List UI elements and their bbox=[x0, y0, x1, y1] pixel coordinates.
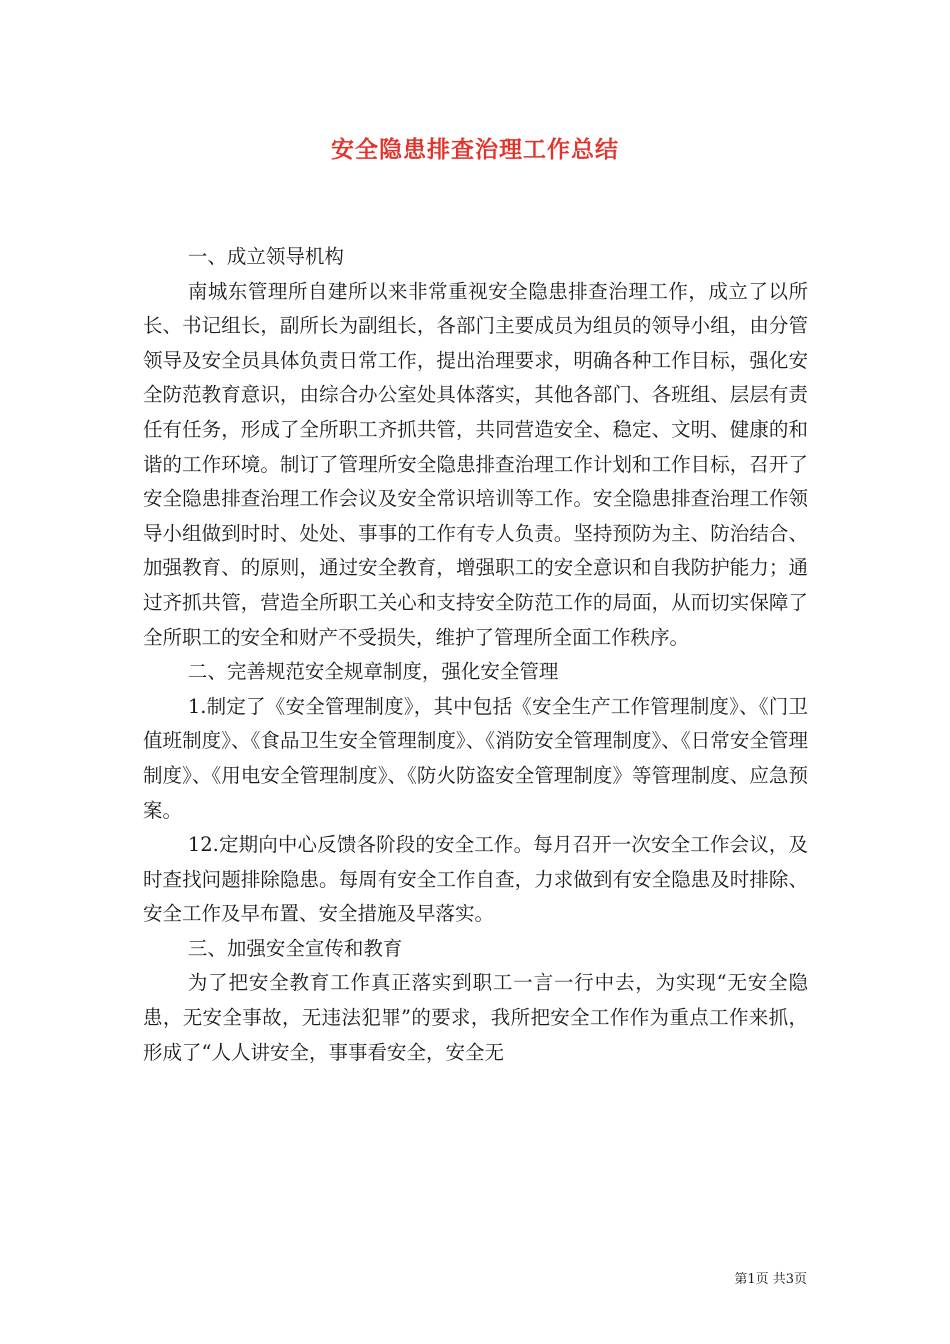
paragraph: 1.制定了《安全管理制度》，其中包括《安全生产工作管理制度》、《门卫值班制度》、《食品卫生安全管理制度》、《消防安全管理制度》、《日常安全管理制度》、《用电安全管理制度》、《防火防盗安全管理制度》等管理制度、应急预案。 bbox=[143, 694, 808, 822]
document-body bbox=[143, 240, 808, 1070]
paragraph: 为了把安全教育工作真正落实到职工一言一行中去，为实现“无安全隐患，无安全事故，无违法犯罪”的要求，我所把安全工作作为重点工作来抓，形成了“人人讲安全，事事看安全，安全无 bbox=[143, 971, 808, 1064]
section-heading-1: 一、成立领导机构 bbox=[187, 245, 344, 268]
section-heading-3: 三、加强安全宣传和教育 bbox=[187, 936, 403, 960]
paragraph: 南城东管理所自建所以来非常重视安全隐患排查治理工作，成立了以所长、书记组长，副所长为副组长，各部门主要成员为组员的领导小组，由分管领导及安全员具体负责日常工作，提出治理要求，明确各种工作目标，强化安全防范教育意识，由综合办公室处具体落实，其他各部门、各班组、层层有责任有任务，形成了全所职工齐抓共管，共同营造安全、稳定、文明、健康的和谐的工作环境。制订了管理所安全隐患排查治理工作计划和工作目标，召开了安全隐患排查治理工作会议及安全常识培训等工作。安全隐患排查治理工作领导小组做到时时、处处、事事的工作有专人负责。坚持预防为主、防治结合、加强教育、的原则，通过安全教育，增强职工的安全意识和自我防护能力；通过齐抓共管，营造全所职工关心和支持安全防范工作的局面，从而切实保障了全所职工的安全和财产不受损失，维护了管理所全面工作秩序。 bbox=[143, 279, 808, 649]
section-heading-2: 二、完善规范安全规章制度，强化安全管理 bbox=[187, 660, 559, 684]
document-title: 安全隐患排查治理工作总结 bbox=[331, 136, 619, 163]
paragraph: 12.定期向中心反馈各阶段的安全工作。每月召开一次安全工作会议，及时查找问题排除隐患。每周有安全工作自查，力求做到有安全隐患及时排除、安全工作及早布置、安全措施及早落实。 bbox=[143, 833, 808, 926]
page-number: 第1页 共3页 bbox=[734, 1272, 807, 1287]
